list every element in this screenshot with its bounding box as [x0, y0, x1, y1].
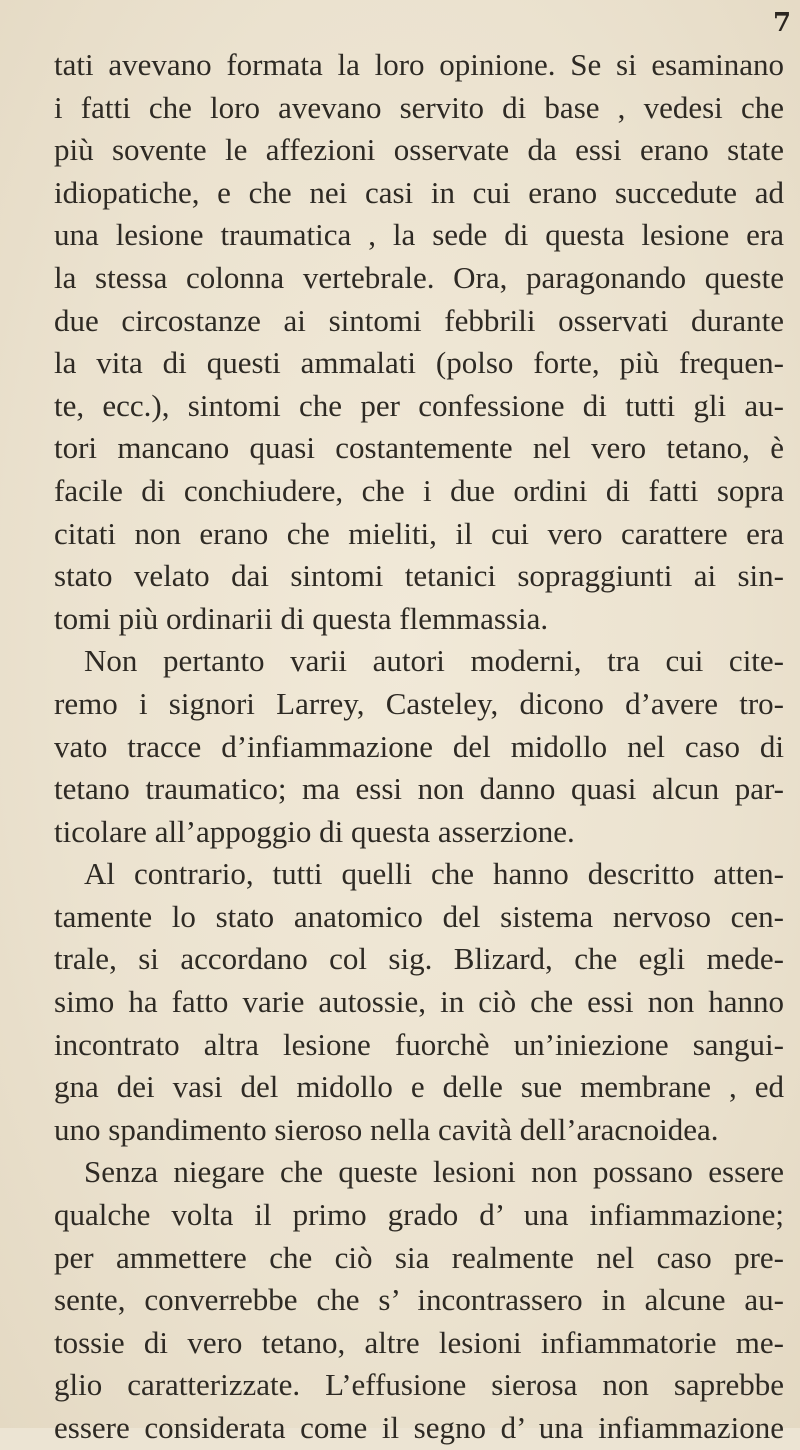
text-line: più sovente le affezioni osservate da essi erano state — [54, 132, 784, 168]
text-line: glio caratterizzate. L’effusione sierosa non saprebbe — [54, 1367, 784, 1403]
text-line: facile di conchiudere, che i due ordini di fatti sopra — [54, 472, 784, 508]
text-line: idiopatiche, e che nei casi in cui erano succedute ad — [54, 174, 784, 210]
text-line: tetano traumatico; ma essi non danno quasi alcun par- — [54, 771, 784, 807]
text-line: una lesione traumatica , la sede di questa lesione era — [54, 217, 784, 253]
text-line: Non pertanto varii autori moderni, tra cui cite- — [84, 643, 784, 679]
text-line: due circostanze ai sintomi febbrili osservati durante — [54, 302, 784, 338]
text-line: te, ecc.), sintomi che per confessione di tutti gli au- — [54, 387, 784, 423]
text-line: la stessa colonna vertebrale. Ora, paragonando queste — [54, 259, 784, 295]
text-line: trale, si accordano col sig. Blizard, che egli mede- — [54, 941, 784, 977]
body-text — [54, 44, 784, 1450]
text-line: Al contrario, tutti quelli che hanno descritto atten- — [84, 856, 784, 892]
text-line: tati avevano formata la loro opinione. Se si esaminano — [54, 47, 784, 82]
text-line: la vita di questi ammalati (polso forte, più frequen- — [54, 345, 784, 381]
text-line: incontrato altra lesione fuorchè un’iniezione sangui- — [54, 1026, 784, 1062]
text-line: tomi più ordinarii di questa flemmassia. — [54, 600, 549, 636]
text-line: tori mancano quasi costantemente nel vero tetano, è — [54, 430, 784, 466]
text-line: sente, converrebbe che s’ incontrassero in alcune au- — [54, 1282, 784, 1318]
text-line: citati non erano che mieliti, il cui vero carattere era — [54, 515, 784, 551]
text-line: tamente lo stato anatomico del sistema nervoso cen- — [54, 898, 784, 934]
text-line: stato velato dai sintomi tetanici sopraggiunti ai sin- — [54, 558, 784, 594]
text-line: qualche volta il primo grado d’ una infiammazione; — [54, 1197, 784, 1233]
text-line: tossie di vero tetano, altre lesioni infiammatorie me- — [54, 1324, 784, 1360]
text-line: essere considerata come il segno d’ una infiammazione — [54, 1410, 784, 1445]
page-number: 7 — [773, 8, 792, 38]
text-line: vato tracce d’infiammazione del midollo nel caso di — [54, 728, 784, 764]
text-line: gna dei vasi del midollo e delle sue membrane , ed — [54, 1069, 784, 1105]
text-line: i fatti che loro avevano servito di base , vedesi che — [54, 89, 784, 125]
text-line: Senza niegare che queste lesioni non possano essere — [84, 1154, 784, 1190]
text-line: uno spandimento sieroso nella cavità dell’aracnoidea. — [54, 1111, 719, 1147]
text-line: remo i signori Larrey, Casteley, dicono d’avere tro- — [54, 685, 784, 721]
text-line: simo ha fatto varie autossie, in ciò che essi non hanno — [54, 984, 784, 1020]
text-line: per ammettere che ciò sia realmente nel caso pre- — [54, 1239, 784, 1275]
text-line: ticolare all’appoggio di questa asserzione. — [54, 813, 575, 849]
